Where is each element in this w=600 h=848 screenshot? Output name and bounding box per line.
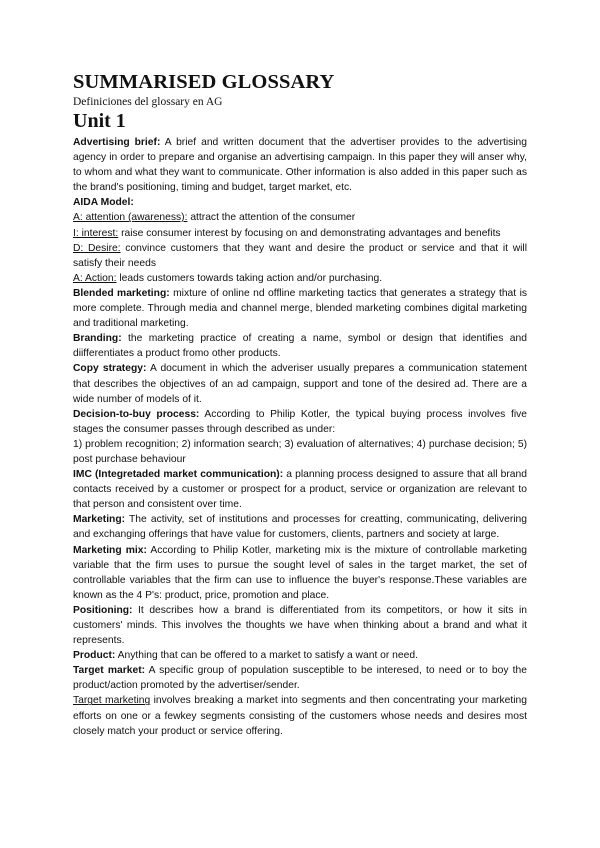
document-title: SUMMARISED GLOSSARY	[73, 71, 335, 93]
term-definition: A brief and written document that the advertiser provides to the advertising agency in order to prepare and organise an advertising campaign. In this paper they will anser why, to whom and what they want to communicate. Other information is also added in this paper such as the brand's positioning, timing and budget, target market, etc.	[73, 137, 527, 194]
term-definition: a planning process designed to assure that all brand contacts received by a customer or prospect for a product, service or organization are relevant to that person and consistent over time.	[73, 469, 527, 511]
entry-marketing-mix	[73, 543, 527, 603]
term-label: Target market:	[73, 665, 146, 677]
entry-branding	[73, 331, 527, 361]
term-label: A: attention (awareness):	[73, 212, 188, 224]
term-label: D: Desire:	[73, 242, 121, 254]
term-definition: A document in which the adveriser usually prepares a communication statement that describes the objectives of an ad campaign, support and tone of the desired ad. There are a wide number of models of it.	[73, 363, 528, 405]
entry-aida-attention	[73, 210, 527, 225]
term-label: Advertising brief:	[73, 137, 161, 148]
entry-advertising-brief	[73, 135, 527, 195]
term-label: Positioning:	[73, 604, 133, 616]
term-definition: leads customers towards taking action and/or purchasing.	[116, 272, 383, 284]
entry-aida-desire	[73, 241, 527, 271]
term-definition: convince customers that they want and desire the product or service and that it will satisfy their needs	[73, 242, 527, 269]
term-label: Copy strategy:	[73, 363, 147, 375]
entry-imc	[73, 467, 527, 512]
term-label: I: interest:	[73, 227, 119, 239]
entry-marketing	[73, 512, 527, 542]
entry-copy-strategy	[73, 361, 527, 406]
term-definition: raise consumer interest by focusing on and demonstrating advantages and benefits	[118, 227, 501, 239]
entry-blended-marketing	[73, 286, 527, 331]
term-label: A: Action:	[73, 272, 117, 284]
term-definition: involves breaking a market into segments and then concentrating your marketing efforts on one or a fewkey segments consisting of the customers whose needs and desires most closely match your product or service offering.	[73, 695, 527, 737]
entry-aida-interest	[73, 226, 527, 241]
term-definition: 1) problem recognition; 2) information search; 3) evaluation of alternatives; 4) purchase decision; 5) post purchase behaviour	[73, 438, 527, 465]
entry-aida-model	[73, 195, 527, 210]
term-definition: It describes how a brand is differentiated from its competitors, or how it sits in customers' minds. This involves the thoughts we have when thinking about a brand and what it represents.	[73, 604, 527, 647]
term-definition: the marketing practice of creating a name, symbol or design that identifies and diifferentiates a product fromo other products.	[73, 333, 527, 360]
unit-heading: Unit 1	[73, 110, 126, 132]
term-definition: mixture of online nd offline marketing tactics that generates a strategy that is more complete. Through media and channel merge, blended marketing combines digital marketing and traditional marketing.	[73, 287, 528, 330]
term-definition: According to Philip Kotler, the typical buying process involves five stages the consumer passes through described as under:	[73, 408, 527, 435]
entry-decision-stages	[73, 437, 527, 467]
entry-positioning	[73, 603, 527, 648]
term-definition: The activity, set of institutions and processes for creatting, communicating, delivering and exchanging offerings that have value for customers, clients, partners and society at large.	[73, 514, 527, 541]
term-label: AIDA Model:	[73, 197, 134, 209]
entry-target-marketing	[73, 693, 527, 738]
term-definition: attract the attention of the consumer	[187, 212, 356, 224]
term-label: Target marketing	[73, 695, 151, 707]
term-label: Branding:	[73, 333, 122, 345]
document-subtitle: Definiciones del glossary en AG	[73, 96, 223, 108]
entry-aida-action	[73, 271, 527, 286]
term-definition: Anything that can be offered to a market to satisfy a want or need.	[115, 650, 418, 662]
entry-target-market	[73, 663, 527, 693]
entry-product	[73, 648, 527, 663]
term-label: Blended marketing:	[73, 287, 170, 299]
term-label: Product:	[73, 650, 116, 662]
term-definition: According to Philip Kotler, marketing mix is the mixture of controllable marketing variable that the firm uses to pursue the sought level of sales in the target market, the set of controllable variables that the firm can use to influence the buyer's response.These variables are known as the 4 P's: product, price, promotion and place.	[73, 544, 527, 601]
entry-decision-to-buy	[73, 407, 527, 437]
term-label: Marketing mix:	[73, 544, 147, 556]
term-label: Decision-to-buy process:	[73, 408, 200, 420]
term-label: IMC (Integretaded market communication):	[73, 469, 284, 481]
term-definition: A specific group of population susceptible to be interesed, to need or to boy the product/action promoted by the advertiser/sender.	[73, 665, 527, 692]
term-label: Marketing:	[73, 514, 126, 526]
